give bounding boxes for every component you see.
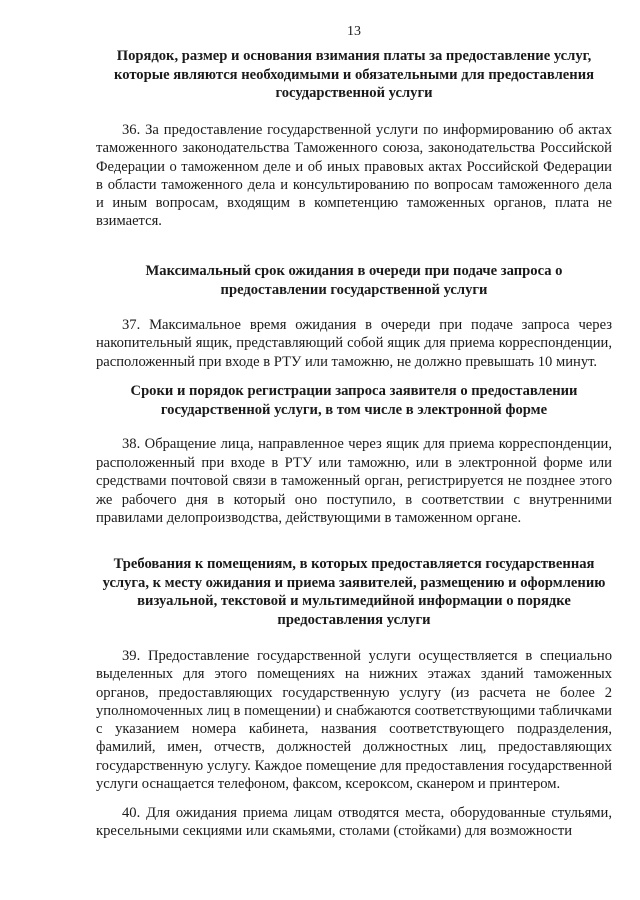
document-page — [96, 0, 612, 900]
paragraph-37: 37. Максимальное время ожидания в очереди при подаче запроса через накопительный ящик, представляющий собой ящик для приема корреспонденции, расположенный при входе в РТУ или таможню, не должно превышать 10 минут. — [96, 317, 612, 370]
paragraph-38: 38. Обращение лица, направленное через ящик для приема корреспонденции, расположенный при входе в РТУ или таможню, или в электронной форме или средствами почтовой связи в таможенный орган, регистрируется не позднее этого же рабочего дня в который оно поступило, в соответствии с внутренними правилами делопроизводства, действующими в таможенном органе. — [96, 436, 612, 526]
paragraph-40: 40. Для ожидания приема лицам отводятся места, оборудованные стульями, кресельными секциями или скамьями, столами (стойками) для возможности — [96, 805, 612, 840]
section-heading-queue-time: Максимальный срок ожидания в очереди при подаче запроса о предоставлении государственной услуги — [145, 263, 563, 298]
paragraph-36: 36. За предоставление государственной услуги по информированию об актах таможенного законодательства Таможенного союза, законодательства Российской Федерации о таможенном деле и об иных правовых актах Российской Федерации в области таможенного дела и консультированию по вопросам таможенного дела и иным вопросам, входящим в компетенцию таможенных органов, плата не взимается. — [96, 122, 612, 230]
paragraph-39: 39. Предоставление государственной услуги осуществляется в специально выделенных для этого помещениях на нижних этажах зданий таможенных органов, предоставляющих государственную услугу (из расчета не более 2 уполномоченных лиц в помещении) и снабжаются соответствующими табличками с указанием номера кабинета, названия соответствующего подразделения, фамилий, имен, отчеств, должностей должностных лиц, предоставляющих государственную услугу. Каждое помещение для предоставления государственной услуги оснащается телефоном, факсом, ксероксом, сканером и принтером. — [96, 648, 612, 793]
section-heading-premises: Требования к помещениям, в которых предоставляется государственная услуга, к месту ожидания и приема заявителей, размещению и оформлению визуальной, текстовой и мультимедийной информации о порядке предоставления услуги — [102, 556, 606, 628]
page-number: 13 — [347, 24, 361, 39]
section-heading-registration: Сроки и порядок регистрации запроса заявителя о предоставлении государственной услуги, в том числе в электронной форме — [130, 383, 578, 418]
section-heading-fees: Порядок, размер и основания взимания платы за предоставление услуг, которые являются необходимыми и обязательными для предоставления государственной услуги — [114, 48, 594, 101]
